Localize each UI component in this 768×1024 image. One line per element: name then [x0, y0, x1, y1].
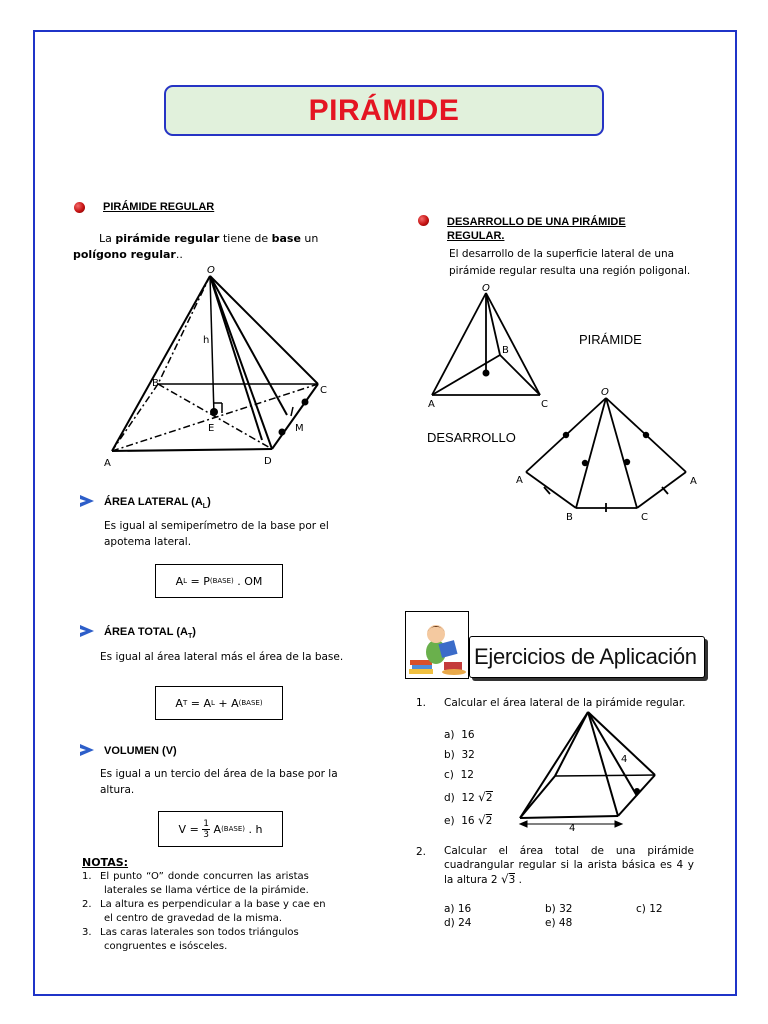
regular-pyramid-figure	[95, 260, 345, 470]
sqrt-icon: √	[478, 790, 486, 804]
label-e: E	[208, 423, 215, 434]
formula-term: = P	[187, 574, 210, 588]
option-value: 16	[461, 815, 475, 827]
formula-term: V =	[178, 822, 203, 836]
exercise-1-question: Calcular el área lateral de la pirámide regular.	[444, 697, 686, 709]
nota-number: 1.	[82, 871, 92, 882]
exercise-2-number: 2.	[416, 846, 427, 858]
intro-bold-term: base	[271, 232, 301, 245]
edge-length-label: 4	[621, 754, 628, 765]
formula-subscript: (BASE)	[221, 825, 245, 833]
desarrollo-text-line: pirámide regular resulta una región poligonal.	[449, 265, 691, 277]
formula-subscript: L	[183, 577, 188, 585]
label-a: A	[104, 458, 111, 469]
exercise-2-question	[444, 844, 694, 887]
question-text: la altura 2	[444, 874, 498, 886]
option-value: 12	[649, 903, 663, 915]
notas-list	[82, 870, 352, 954]
formula-term: . OM	[233, 574, 263, 588]
section-heading-desarrollo-line2: REGULAR.	[447, 230, 505, 242]
formula-subscript: (BASE)	[209, 577, 234, 585]
edge-point	[302, 399, 309, 406]
label-desarrollo: DESARROLLO	[427, 430, 516, 445]
bullet-icon	[74, 202, 85, 213]
arrow-bullet-icon	[80, 495, 94, 507]
nota-item	[82, 926, 352, 954]
pyramid-net-figure	[510, 380, 705, 525]
section-heading-piramide-regular: PIRÁMIDE REGULAR	[103, 201, 215, 213]
option-letter: e)	[444, 815, 455, 827]
intro-text: ..	[175, 248, 183, 261]
intro-text: tiene de	[219, 232, 272, 245]
intro-text: La	[99, 232, 116, 245]
option-radicand: 2	[485, 792, 493, 804]
fraction-denominator: 3	[203, 829, 210, 840]
notas-heading: NOTAS:	[82, 856, 129, 869]
formula-area-lateral	[155, 564, 283, 598]
intro-paragraph	[73, 231, 358, 263]
intro-text: un	[300, 232, 319, 245]
formula-term: A	[175, 696, 183, 710]
label-h: h	[203, 335, 210, 346]
label-c: C	[320, 385, 327, 396]
nota-line: Las caras laterales son todos triángulos	[100, 927, 299, 938]
option-letter: c)	[444, 769, 454, 781]
formula-term: + A	[214, 696, 239, 710]
heading-text: )	[192, 626, 196, 638]
option-letter: e)	[545, 917, 556, 929]
heading-text: ÁREA LATERAL (A	[104, 496, 203, 508]
arrow-bullet-icon	[80, 744, 94, 756]
intro-bold-term: pirámide regular	[115, 232, 220, 245]
question-radicand: 3	[508, 874, 516, 886]
nota-number: 3.	[82, 927, 92, 938]
label-b: B	[566, 512, 573, 523]
exercise-1-number: 1.	[416, 697, 427, 709]
formula-area-total	[155, 686, 283, 720]
option-value: 48	[558, 917, 573, 929]
option-value: 12	[460, 769, 474, 781]
formula-term: A	[210, 822, 222, 836]
nota-line: laterales se llama vértice de la pirámide.	[104, 885, 309, 896]
fraction	[202, 819, 210, 840]
exercise-1-options	[444, 725, 493, 831]
option-letter: d)	[444, 792, 455, 804]
formula-term: A	[175, 574, 184, 588]
option[interactable]	[444, 725, 493, 745]
heading-text: ÁREA TOTAL (A	[104, 626, 188, 638]
nota-item	[82, 898, 352, 926]
sqrt-icon: √	[477, 813, 486, 827]
section-heading-area-lateral	[104, 496, 211, 510]
label-piramide: PIRÁMIDE	[579, 332, 642, 347]
nota-number: 2.	[82, 899, 92, 910]
option-radicand: 2	[485, 815, 493, 827]
student-reading-icon	[406, 612, 468, 678]
option[interactable]	[444, 902, 471, 916]
label-a: A	[516, 475, 523, 486]
heading-subscript: L	[202, 503, 208, 511]
label-b: B	[502, 345, 509, 356]
intro-bold-term: polígono regular	[73, 248, 176, 261]
formula-subscript: L	[210, 699, 215, 707]
label-c: C	[541, 399, 548, 410]
nota-line: El punto “O” donde concurren las aristas	[100, 871, 309, 882]
question-line	[444, 872, 694, 887]
question-line: cuadrangular regular si la arista básica es 4 y	[444, 859, 694, 871]
bullet-icon	[418, 215, 429, 226]
formula-subscript: (BASE)	[238, 699, 263, 707]
label-o: O	[601, 387, 609, 398]
fraction-numerator: 1	[203, 818, 210, 829]
option[interactable]	[636, 902, 663, 916]
formula-volumen	[158, 811, 283, 847]
option[interactable]	[444, 916, 471, 930]
label-a: A	[690, 476, 697, 487]
area-total-text: Es igual al área lateral más el área de la base.	[100, 651, 344, 663]
nota-line: La altura es perpendicular a la base y cae en	[100, 899, 326, 910]
area-lateral-text-line: Es igual al semiperímetro de la base por el	[104, 520, 329, 532]
option-value: 24	[458, 917, 472, 929]
ejercicios-banner	[405, 611, 700, 680]
nota-line: congruentes e isósceles.	[104, 941, 228, 952]
heading-subscript: T	[187, 633, 193, 641]
label-m: M	[295, 423, 304, 434]
option-letter: c)	[636, 903, 646, 915]
option[interactable]	[444, 810, 493, 831]
volumen-text-line: altura.	[100, 784, 135, 796]
section-heading-volumen: VOLUMEN (V)	[104, 745, 177, 757]
section-heading-area-total	[104, 626, 196, 640]
label-o: O	[482, 283, 490, 294]
option-value: 32	[559, 903, 573, 915]
desarrollo-text-line: El desarrollo de la superficie lateral de una	[449, 248, 675, 260]
nota-item	[82, 870, 352, 898]
exercise-1-pyramid-figure	[515, 705, 665, 837]
center-point	[483, 370, 490, 377]
area-lateral-text-line: apotema lateral.	[104, 536, 192, 548]
option-letter: b)	[444, 749, 455, 761]
option-value: 12	[461, 792, 475, 804]
midpoint	[563, 432, 569, 438]
option-letter: d)	[444, 917, 455, 929]
option-letter: b)	[545, 903, 556, 915]
option-value: 16	[457, 903, 472, 915]
student-reading-illustration	[405, 611, 469, 679]
option-value: 16	[461, 729, 475, 741]
label-d: D	[264, 456, 272, 467]
page-title: PIRÁMIDE	[308, 94, 460, 127]
arrow-bullet-icon	[80, 625, 94, 637]
volumen-text-line: Es igual a un tercio del área de la base por la	[100, 768, 338, 780]
formula-term: . h	[244, 822, 263, 836]
label-o: O	[207, 265, 215, 276]
nota-line: el centro de gravedad de la misma.	[104, 913, 283, 924]
ejercicios-title: Ejercicios de Aplicación	[469, 636, 705, 678]
center-point-e	[210, 408, 218, 416]
option[interactable]	[444, 787, 493, 808]
midpoint	[643, 432, 649, 438]
option-letter: a)	[444, 903, 455, 915]
question-text: .	[515, 874, 522, 886]
label-b: B	[152, 378, 159, 389]
option[interactable]	[545, 916, 572, 930]
edge-point	[279, 429, 286, 436]
option-letter: a)	[444, 729, 455, 741]
midpoint	[624, 459, 630, 465]
label-c: C	[641, 512, 648, 523]
label-a: A	[428, 399, 435, 410]
question-line: Calcular el área total de una pirámide	[444, 845, 694, 857]
option[interactable]	[444, 765, 493, 785]
title-banner	[164, 85, 604, 136]
option[interactable]	[444, 745, 493, 765]
section-heading-desarrollo: DESARROLLO DE UNA PIRÁMIDE	[447, 216, 626, 228]
heading-text: )	[207, 496, 211, 508]
base-length-label: 4	[569, 823, 576, 834]
sqrt-icon: √	[500, 872, 509, 886]
formula-term: = A	[187, 696, 211, 710]
apothem-point	[634, 788, 640, 794]
formula-subscript: T	[182, 699, 188, 707]
option-value: 32	[461, 749, 475, 761]
option[interactable]	[545, 902, 572, 916]
midpoint	[582, 460, 588, 466]
